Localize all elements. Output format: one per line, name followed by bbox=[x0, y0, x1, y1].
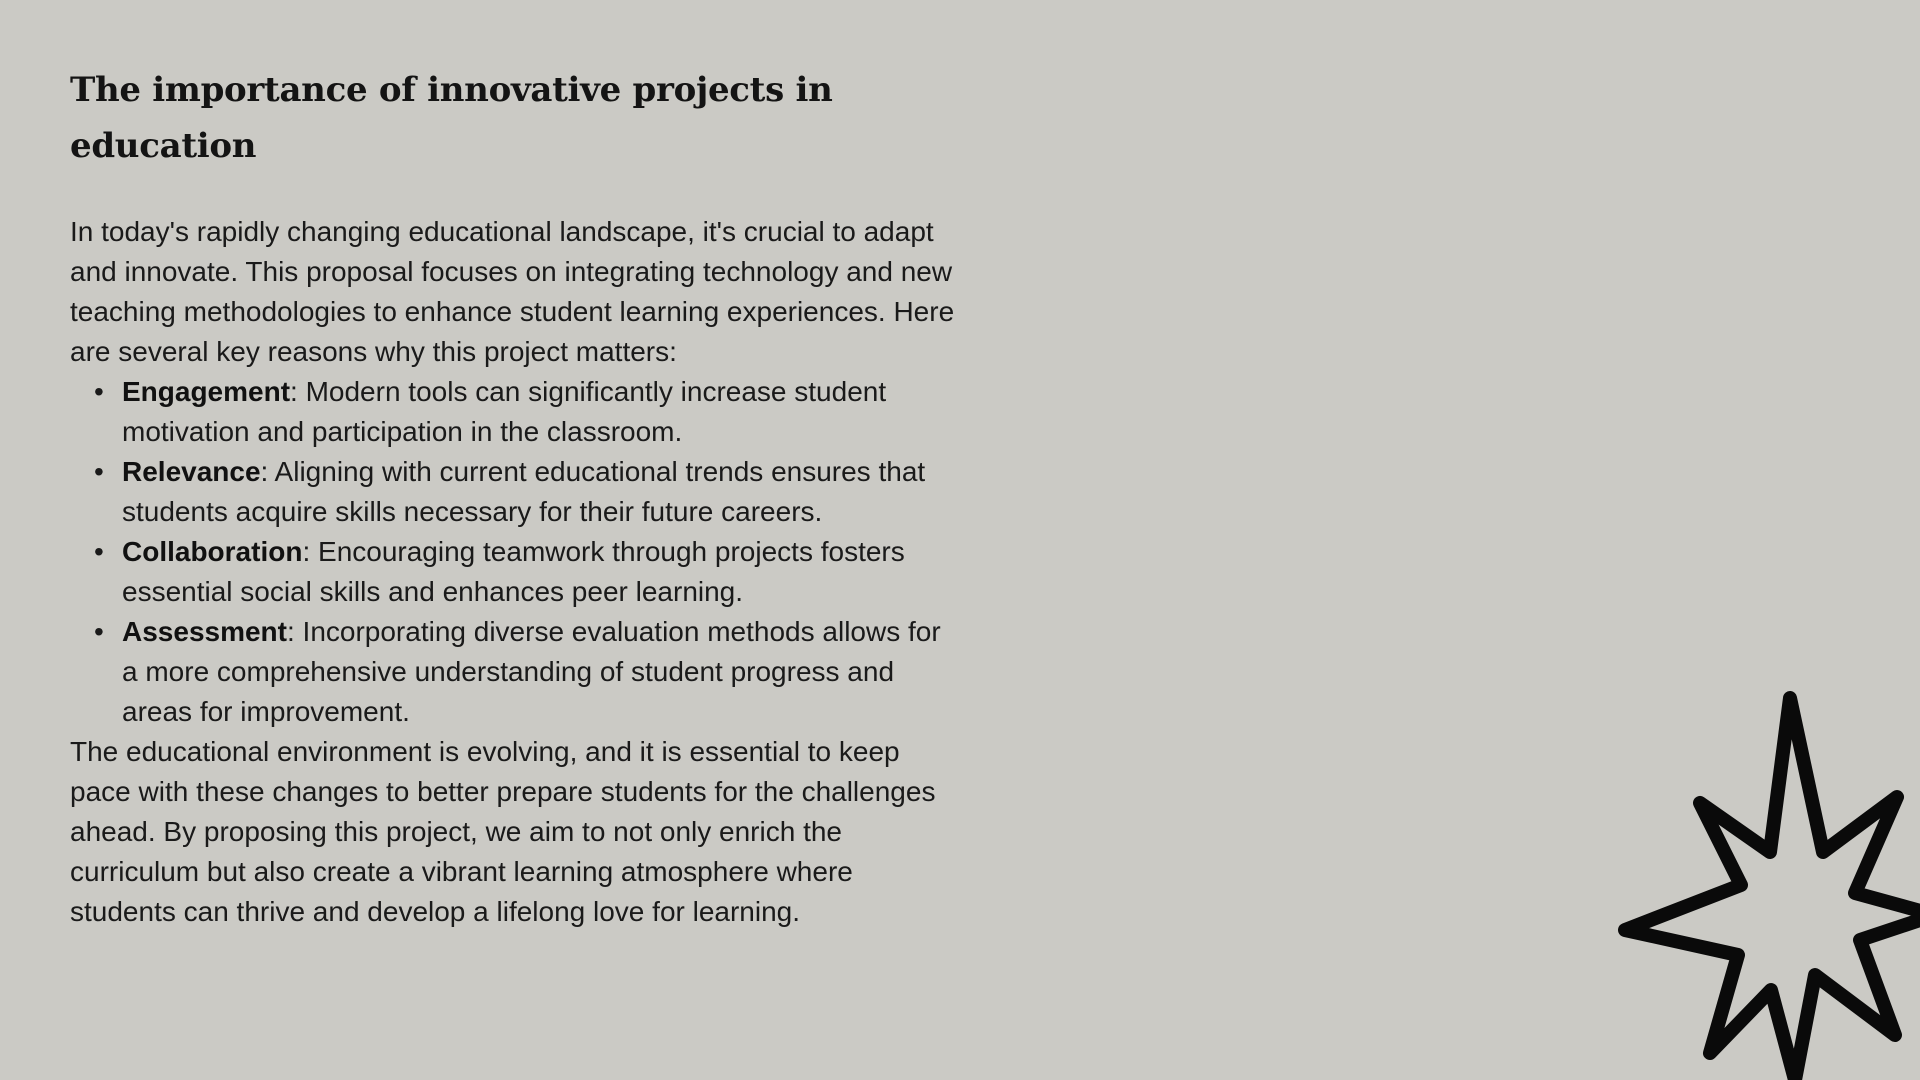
bullet-dot-icon: • bbox=[94, 536, 104, 567]
eight-point-star-outline-icon bbox=[1600, 680, 1920, 1080]
list-item bbox=[70, 452, 960, 532]
list-item bbox=[70, 612, 960, 732]
bullet-term: Collaboration bbox=[122, 536, 303, 567]
bullet-term: Engagement bbox=[122, 376, 291, 407]
bullet-text: : Encouraging teamwork through projects fosters essential social skills and enhances peer learning. bbox=[122, 536, 905, 607]
bullet-dot-icon: • bbox=[94, 616, 104, 647]
bullet-term: Assessment bbox=[122, 616, 287, 647]
bullet-dot-icon: • bbox=[94, 456, 104, 487]
list-item bbox=[70, 532, 960, 612]
bullet-dot-icon: • bbox=[94, 376, 104, 407]
bullet-text: : Aligning with current educational trends ensures that students acquire skills necessary for their future careers. bbox=[122, 456, 926, 527]
bullet-text: : Incorporating diverse evaluation methods allows for a more comprehensive understanding of student progress and areas for improvement. bbox=[122, 616, 941, 727]
slide-content bbox=[70, 62, 960, 932]
list-item bbox=[70, 372, 960, 452]
bullet-term: Relevance bbox=[122, 456, 261, 487]
slide-title: The importance of innovative projects in education bbox=[70, 70, 833, 166]
reasons-list bbox=[70, 372, 960, 732]
bullet-text: : Modern tools can significantly increase student motivation and participation in the classroom. bbox=[122, 376, 887, 447]
intro-paragraph: In today's rapidly changing educational landscape, it's crucial to adapt and innovate. This proposal focuses on integrating technology and new teaching methodologies to enhance student learning experiences. Here are several key reasons why this project matters: bbox=[70, 216, 955, 367]
conclusion-paragraph: The educational environment is evolving, and it is essential to keep pace with these changes to better prepare students for the challenges ahead. By proposing this project, we aim to not only enrich the curriculum but also create a vibrant learning atmosphere where students can thrive and develop a lifelong love for learning. bbox=[70, 736, 936, 927]
